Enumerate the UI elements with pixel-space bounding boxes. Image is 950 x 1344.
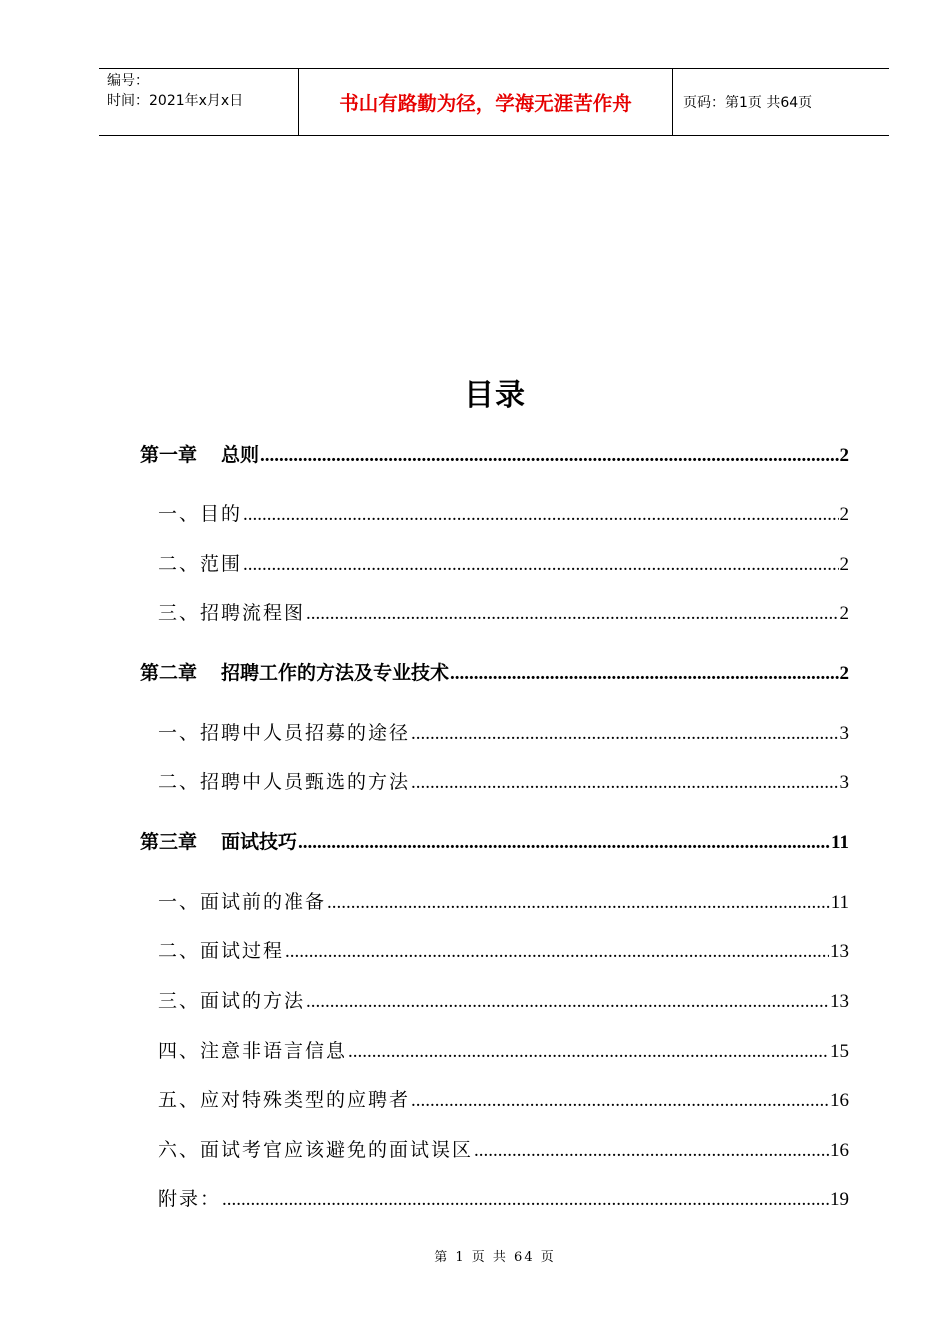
toc-entry[interactable] xyxy=(158,499,849,526)
toc-entry-label: 三、招聘流程图 xyxy=(158,602,306,624)
toc-page-number: 16 xyxy=(830,1090,849,1111)
toc-entry-label: 六、面试考官应该避免的面试误区 xyxy=(158,1139,474,1161)
dot-leader xyxy=(411,1090,829,1112)
toc-page-number: 19 xyxy=(830,1189,849,1210)
toc-entry[interactable] xyxy=(158,1036,849,1063)
toc-entry[interactable] xyxy=(140,827,849,854)
toc-entry-label: 二、面试过程 xyxy=(158,940,285,962)
dot-leader xyxy=(411,772,838,794)
toc-entry[interactable] xyxy=(158,1184,849,1211)
dot-leader xyxy=(285,941,829,963)
toc-entry[interactable] xyxy=(158,1135,849,1162)
chapter-number: 第二章 xyxy=(140,662,198,684)
time-label: 时间：2021年x月x日 xyxy=(107,93,244,109)
toc-entry[interactable] xyxy=(158,549,849,576)
toc-entry-label: 四、注意非语言信息 xyxy=(158,1040,348,1062)
toc-page-number: 11 xyxy=(830,892,849,913)
toc-entry[interactable] xyxy=(158,986,849,1013)
toc-entry-label: 附录： xyxy=(158,1188,222,1210)
toc-entry-label: 五、应对特殊类型的应聘者 xyxy=(158,1089,411,1111)
toc-page-number: 11 xyxy=(831,832,849,853)
toc-title: 目录 xyxy=(464,378,526,413)
toc-entry-label: 二、范围 xyxy=(158,553,243,575)
toc-page-number: 3 xyxy=(839,723,849,744)
dot-leader xyxy=(222,1189,829,1211)
dot-leader xyxy=(306,603,838,625)
toc-page-number: 16 xyxy=(830,1140,849,1161)
toc-entry[interactable] xyxy=(158,1085,849,1112)
dot-leader xyxy=(243,504,838,526)
toc-entry[interactable] xyxy=(158,887,849,914)
toc-entry-label: 一、面试前的准备 xyxy=(158,891,327,913)
header-motto: 书山有路勤为径，学海无涯苦作舟 xyxy=(299,69,673,135)
dot-leader xyxy=(260,445,838,467)
toc-entry-label: 面试技巧 xyxy=(221,831,298,853)
dot-leader xyxy=(474,1140,829,1162)
header-page-info: 页码：第1页 共64页 xyxy=(683,95,813,111)
toc-page-number: 15 xyxy=(830,1041,849,1062)
toc-page-number: 2 xyxy=(839,445,849,466)
toc-entry[interactable] xyxy=(140,658,849,685)
toc-page-number: 13 xyxy=(830,991,849,1012)
toc-page-number: 13 xyxy=(830,941,849,962)
toc-entry-label: 总则 xyxy=(221,444,260,466)
dot-leader xyxy=(243,554,838,576)
chapter-number: 第三章 xyxy=(140,831,198,853)
toc-entry-label: 一、目的 xyxy=(158,503,243,525)
header-meta xyxy=(99,69,299,135)
toc-entry-label: 二、招聘中人员甄选的方法 xyxy=(158,771,411,793)
dot-leader xyxy=(327,892,830,914)
toc-entry[interactable] xyxy=(158,936,849,963)
number-label: 编号： xyxy=(107,73,149,89)
dot-leader xyxy=(306,991,829,1013)
toc-entry[interactable] xyxy=(158,598,849,625)
page-footer: 第 1 页 共 64 页 xyxy=(434,1250,556,1265)
toc-page-number: 2 xyxy=(839,554,849,575)
dot-leader xyxy=(411,723,838,745)
toc-entry[interactable] xyxy=(158,767,849,794)
toc-entry[interactable] xyxy=(158,718,849,745)
toc-entry-label: 招聘工作的方法及专业技术 xyxy=(221,662,450,684)
toc-page-number: 2 xyxy=(839,504,849,525)
dot-leader xyxy=(348,1041,829,1063)
toc-page-number: 2 xyxy=(839,603,849,624)
toc-page-number: 2 xyxy=(839,663,849,684)
toc-page-number: 3 xyxy=(839,772,849,793)
toc-entry-label: 三、面试的方法 xyxy=(158,990,306,1012)
toc-entry[interactable] xyxy=(140,440,849,467)
header-table xyxy=(99,68,889,136)
dot-leader xyxy=(298,832,830,854)
toc-entry-label: 一、招聘中人员招募的途径 xyxy=(158,722,411,744)
chapter-number: 第一章 xyxy=(140,444,198,466)
dot-leader xyxy=(450,663,838,685)
